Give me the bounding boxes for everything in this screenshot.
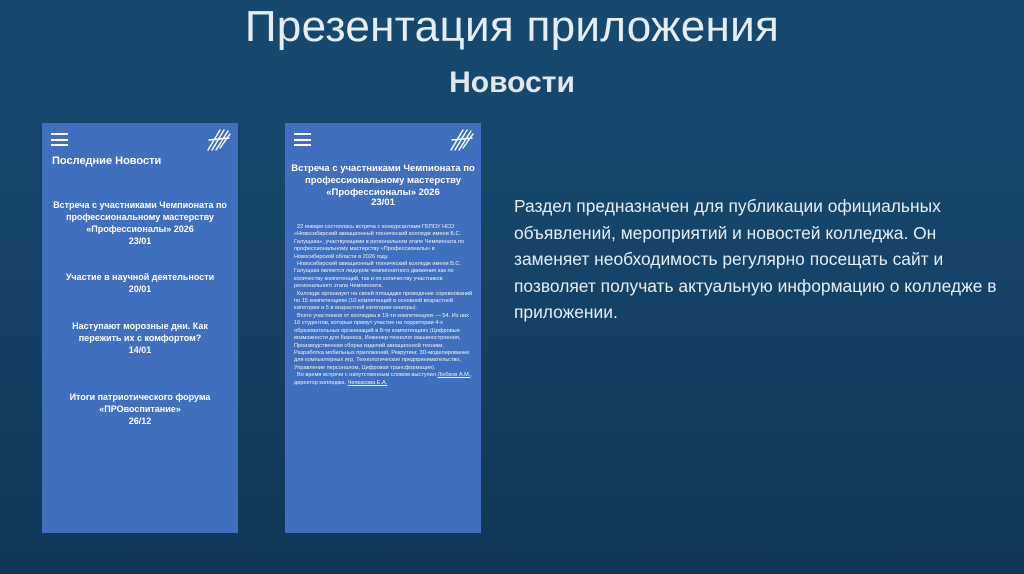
- college-logo-icon: [449, 126, 475, 152]
- news-item-title: Наступают морозные дни. Как пережить их с комфортом?: [72, 321, 208, 343]
- news-item-date: 14/01: [128, 345, 152, 355]
- person-link[interactable]: Чепкасова Е.А.: [347, 379, 388, 386]
- news-list-item[interactable]: [48, 320, 232, 356]
- news-list-item[interactable]: [48, 199, 232, 247]
- news-item-date: 20/01: [128, 284, 152, 294]
- article-paragraph: Колледж организует на своей площадке проведение соревнований по 15 компетенциям (10 компетенций в основной возрастной категории и 5 в возрастной категории юниоры).: [294, 290, 473, 312]
- news-list-item[interactable]: [48, 391, 232, 427]
- college-logo-icon: [206, 126, 232, 152]
- hamburger-menu-icon[interactable]: [294, 133, 311, 146]
- article-text: Во время встречи с напутственным словом выступил: [297, 372, 438, 379]
- news-item-date: 23/01: [128, 236, 152, 246]
- article-paragraph-last: [294, 372, 474, 387]
- person-link[interactable]: Любков А.М.: [437, 372, 471, 379]
- article-body: [294, 224, 474, 387]
- slide-title: Презентация приложения: [244, 2, 780, 51]
- news-item-title: Итоги патриотического форума «ПРОвоспитание»: [69, 392, 211, 414]
- slide-subtitle: Новости: [449, 66, 575, 99]
- hamburger-menu-icon[interactable]: [51, 133, 68, 146]
- article-paragraph: Всего участников от колледжа в 19-ти компетенциях — 54. Из них 16 студентов, которые примут участие на территории 4-х образовательных организаций в 8-ти компетенциях (Цифровые возможности для бизнеса, Инженер-технолог машиностроения, Производственная сборка изделий авиационной техники, Разработка мобильных приложений, Рекрутинг, 3D-моделирование для компьютерных игр, Технологическое предпринимательство, Управление персоналом, Цифровая трансформация).: [294, 312, 470, 371]
- article-paragraph: 22 января состоялась встреча с конкурсантами ГБПОУ НСО «Новосибирский авиационный технический колледж имени Б.С. Галущака», участвующими в региональном этапе Чемпионата по профессиональному мастерству «Профессионалы» в Новосибирской области в 2026 году.: [294, 224, 465, 260]
- news-item-date: 26/12: [128, 416, 152, 426]
- article-date: 23/01: [371, 197, 395, 208]
- article-text: , директор колледжа,: [294, 372, 472, 386]
- article-paragraph: Новосибирский авиационный технический колледж имени Б.С. Галущака является лидером чемпионатного движения как по количеству компетенций, так и по количеству участников регионального этапа Чемпионата.: [294, 261, 462, 290]
- news-list-heading: Последние Новости: [52, 155, 162, 167]
- article-title: Встреча с участниками Чемпионата по профессиональному мастерству «Профессионалы» 2026: [291, 163, 475, 198]
- phone-news-article: [285, 123, 481, 533]
- news-item-title: Участие в научной деятельности: [65, 272, 215, 282]
- section-description: Раздел предназначен для публикации официальных объявлений, мероприятий и новостей колледжа. Он заменяет необходимость регулярно посещать сайт и позволяет получать актуальную информацию о колледже в приложении.: [514, 196, 997, 322]
- news-item-title: Встреча с участниками Чемпионата по профессиональному мастерству «Профессионалы» 2026: [53, 200, 227, 234]
- phone-news-list: [42, 123, 238, 533]
- news-list-item[interactable]: [48, 271, 232, 295]
